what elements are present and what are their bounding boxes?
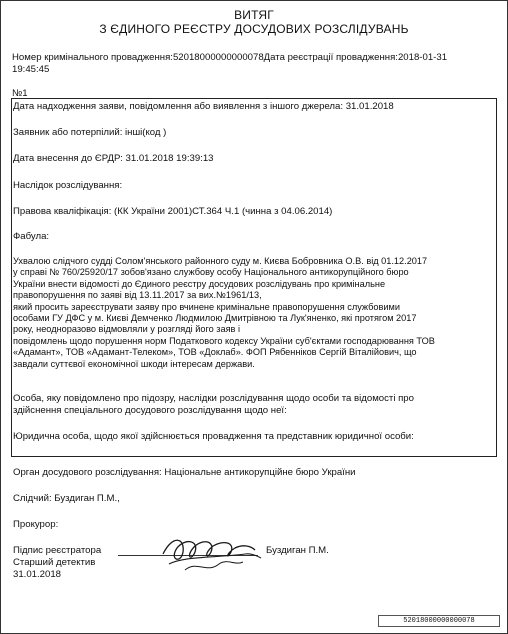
investigation-body: Орган досудового розслідування: Національне антикорупційне бюро України <box>13 467 356 478</box>
proceeding-number-line: Номер кримінального провадження:52018000000000078Дата реєстрації провадження:2018-01-31 <box>12 52 448 63</box>
received-date: Дата надходження заяви, повідомлення або виявлення з іншого джерела: 31.01.2018 <box>13 101 394 112</box>
suspect-info-line1: Особа, яку повідомлено про підозру, наслідки розслідування щодо особи та відомості про <box>13 393 414 404</box>
applicant: Заявник або потерпілий: інші(код ) <box>13 127 167 138</box>
registrar-signature-label: Підпис реєстратора <box>13 545 102 556</box>
registration-time: 19:45:45 <box>12 64 50 75</box>
suspect-info-line2: здійснення спеціального досудового розслідування щодо неї: <box>13 405 287 416</box>
fabula-line: у справі № 760/25920/17 зобов'язано службову особу Національного антикорупційного бюро <box>13 267 409 278</box>
document-barcode: 52018000000000078 <box>378 615 500 627</box>
fabula-line: Ухвалою слідчого судді Солом'янського районного суду м. Києва Бобровника О.В. від 01.12.2017 <box>13 256 428 266</box>
fabula-line: «Адамант», ТОВ «Адамант-Телеком», ТОВ «Доклаб». ФОП Рябенніков Сергій Віталійович, що <box>13 347 417 358</box>
fabula-line: правопорушення по заяві від 13.11.2017 за вих.№1961/13, <box>13 290 262 301</box>
entry-date: Дата внесення до ЄРДР: 31.01.2018 19:39:13 <box>13 153 214 164</box>
signer-name: Буздиган П.М. <box>266 545 329 556</box>
handwritten-signature <box>155 530 265 580</box>
fabula-text <box>13 256 497 370</box>
document-title: ВИТЯГ <box>234 8 274 22</box>
legal-qualification: Правова кваліфікація: (КК України 2001)СТ.364 Ч.1 (чинна з 04.06.2014) <box>13 206 333 217</box>
prosecutor: Прокурор: <box>13 519 59 530</box>
fabula-line: повідомлень щодо порушення норм Податкового кодексу України суб'єктами господарювання ТОВ <box>13 335 435 346</box>
fabula-line: завдали суттєвої економічної шкоди інтересам держави. <box>13 358 255 369</box>
document-subtitle: З ЄДИНОГО РЕЄСТРУ ДОСУДОВИХ РОЗСЛІДУВАНЬ <box>99 22 409 36</box>
signature-date: 31.01.2018 <box>13 569 62 580</box>
fabula-line: України внести відомості до Єдиного реєстру досудових розслідувань про кримінальне <box>13 278 386 289</box>
fabula-line: особами ГУ ДФС у м. Києві Демченко Людмилою Дмитрівною та Лук'яненко, які протягом 2017 <box>13 313 417 324</box>
fabula-line: року, неодноразово відмовляли у розгляді його заяв і <box>13 324 241 335</box>
entry-number: №1 <box>12 88 28 99</box>
investigator: Слідчий: Буздиган П.М., <box>13 493 120 504</box>
fabula-label: Фабула: <box>13 231 50 242</box>
legal-entity: Юридична особа, щодо якої здійснюється провадження та представник юридичної особи: <box>13 431 414 442</box>
investigation-outcome: Наслідок розслідування: <box>13 180 123 191</box>
fabula-line: який просить зареєструвати заяву про вчинене кримінальне правопорушення службовими <box>13 301 401 312</box>
registrar-position: Старший детектив <box>13 557 96 568</box>
